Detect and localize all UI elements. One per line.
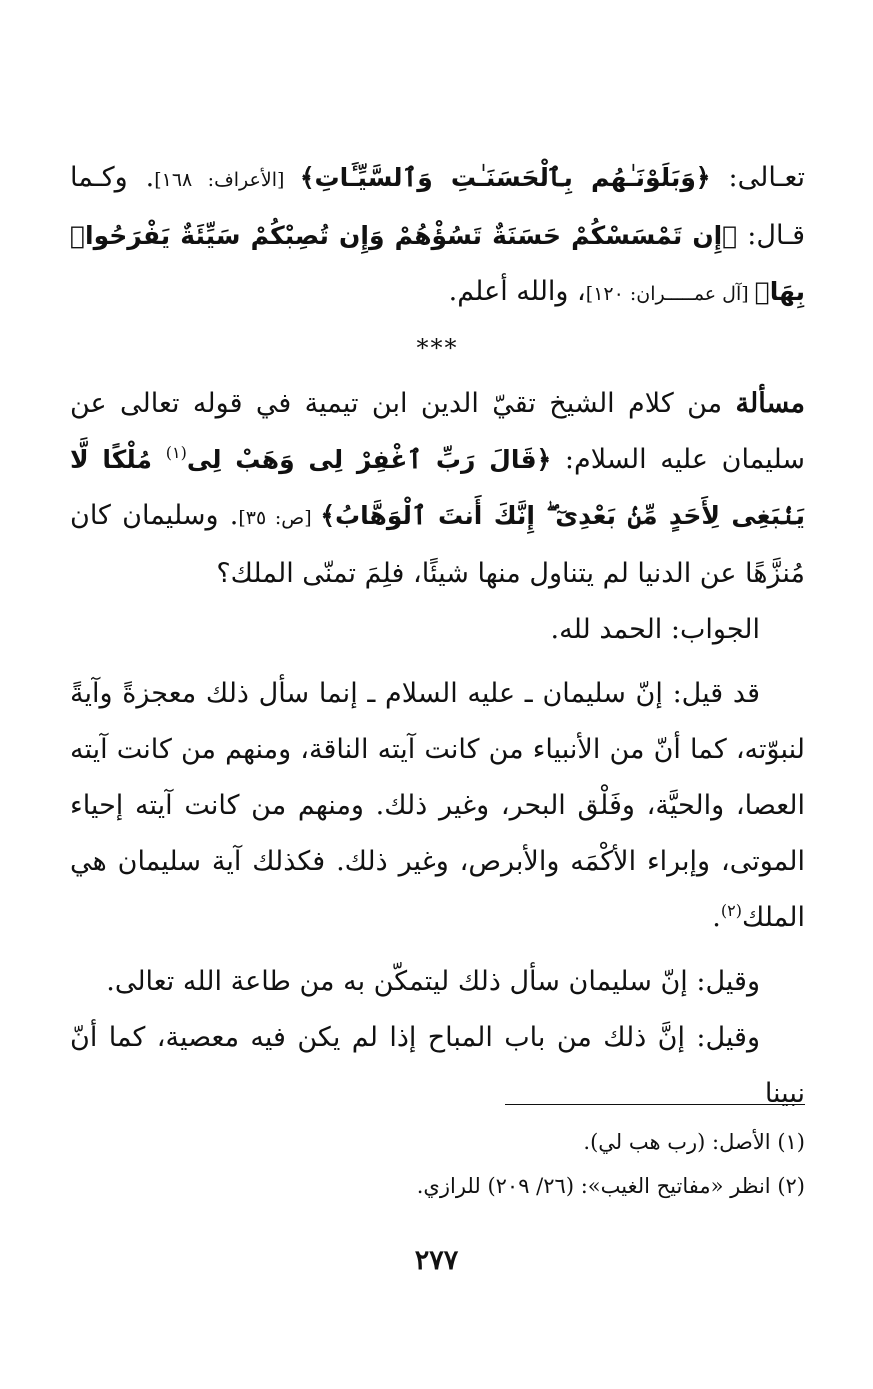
- footnote-mark-1: (١): [165, 443, 187, 462]
- paragraph-2: [70, 376, 805, 602]
- spacer: [70, 658, 805, 666]
- footnote-mark-2: (٢): [720, 901, 742, 920]
- footnote-divider: [505, 1104, 805, 1105]
- page-number: ٢٧٧: [414, 1245, 459, 1276]
- mas-ala-title: مسألة: [735, 388, 805, 419]
- p2-text2: . وسليمان كان مُنزَّهًا عن الدنيا لم يتناول منها شيئًا، فلِمَ تمنّى الملك؟: [70, 500, 805, 589]
- spacer: [70, 946, 805, 954]
- paragraph-6: وقيل: إنَّ ذلك من باب المباح إذا لم يكن فيه معصية، كما أنّ نبينا: [70, 1022, 805, 1109]
- p1-lead: تعـالى:: [710, 162, 806, 193]
- p1-tail: ، والله أعلم.: [448, 276, 586, 307]
- main-text: [70, 150, 805, 1122]
- paragraph-4: [70, 666, 805, 946]
- paragraph-1: [70, 150, 805, 322]
- quran-verse-3-cont: مُلْكًا لَّا يَنۢبَغِى لِأَحَدٍ مِّنۢ بَعْدِىٓ ۖ إِنَّكَ أَنتَ ٱلْوَهَّابُ﴾: [70, 445, 805, 530]
- p4-text: قد قيل: إنّ سليمان ـ عليه السلام ـ إنما سأل ذلك معجزةً وآيةً لنبوّته، كما أنّ من الأنبياء من كانت آيته الناقة، ومنهم من كانت آيته العصا، والحيَّة، وفَلْق البحر، وغير ذلك. ومنهم من كانت آيته إحياء الموتى، وإبراء الأكْمَه والأبرص، وغير ذلك. فكذلك آية سليمان هي الملك: [70, 678, 805, 933]
- p1-mid: . وكـما قـال:: [70, 162, 806, 251]
- quran-verse-1: ﴿وَبَلَوْنَـٰهُم بِٱلْحَسَنَـٰتِ وَٱلسَّيِّـَٔاتِ﴾: [299, 163, 711, 192]
- footnote-1: (١) الأصل: (رب هب لي).: [583, 1130, 805, 1154]
- quran-verse-2: ﴿إِن تَمْسَسْكُمْ حَسَنَةٌ تَسُؤْهُمْ وَإِن تُصِبْكُمْ سَيِّئَةٌ يَفْرَحُوا۟ بِهَا﴾: [70, 221, 805, 306]
- p4-end: .: [712, 902, 721, 933]
- footnote-2: (٢) انظر «مفاتيح الغيب»: (٢٦/ ٢٠٩) للرازي.: [416, 1174, 805, 1198]
- verse-ref-1: [الأعراف: ١٦٨]: [154, 169, 300, 191]
- p2-text1: من كلام الشيخ تقيّ الدين ابن تيمية في قوله تعالى عن سليمان عليه السلام:: [70, 388, 805, 475]
- verse-ref-2: [آل عمـــــران: ١٢٠]: [585, 283, 755, 305]
- verse-ref-3: [ص: ٣٥]: [238, 507, 321, 529]
- footnotes: [70, 1120, 805, 1208]
- section-separator: ***: [416, 334, 459, 362]
- paragraph-5: وقيل: إنّ سليمان سأل ذلك ليتمكّن به من طاعة الله تعالى.: [106, 966, 760, 997]
- paragraph-answer: الجواب: الحمد لله.: [550, 614, 760, 645]
- quran-verse-3: ﴿قَالَ رَبِّ ٱغْفِرْ لِى وَهَبْ لِى: [186, 445, 552, 474]
